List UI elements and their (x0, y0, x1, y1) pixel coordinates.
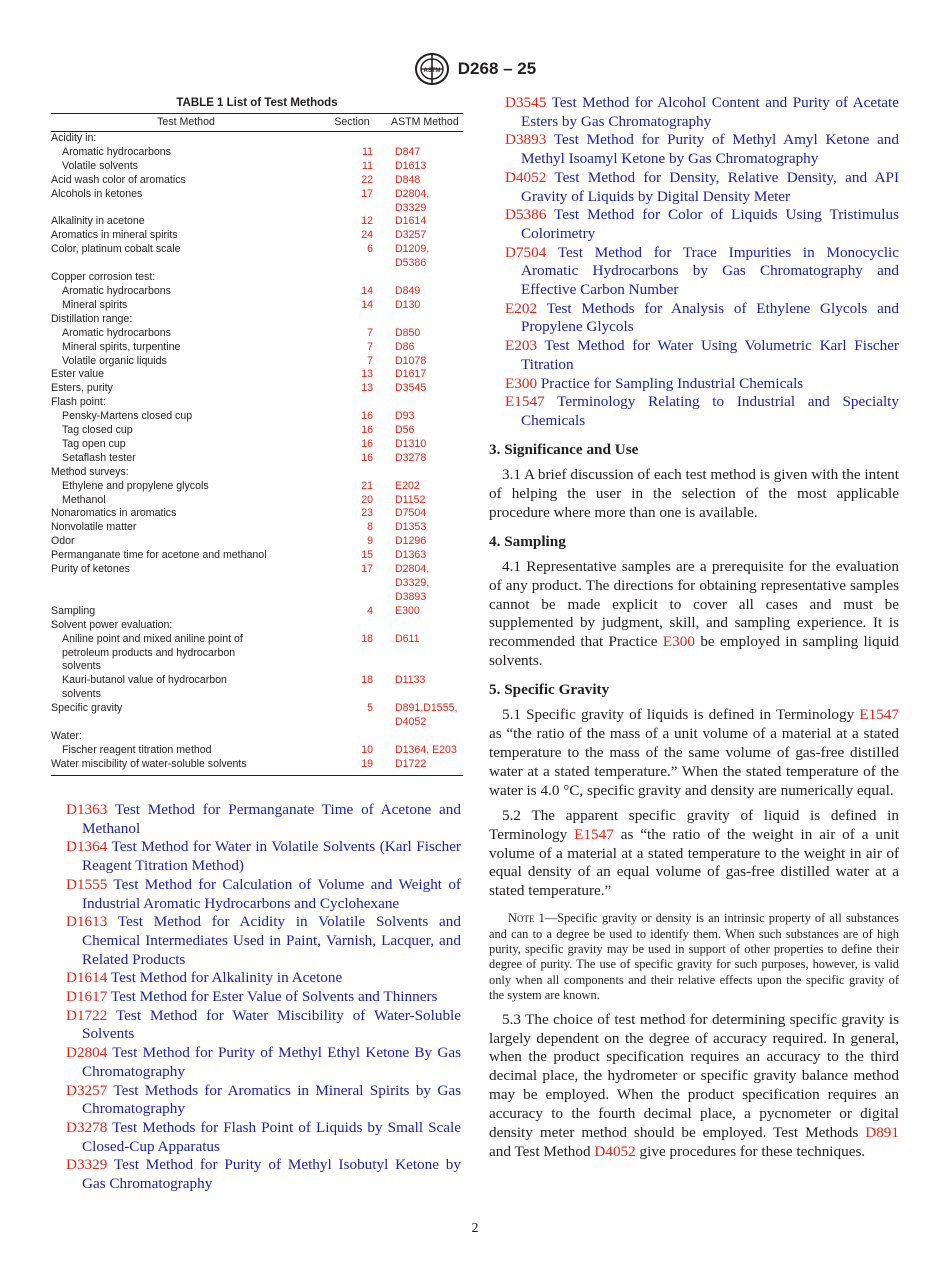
cell-test-method: Odor (51, 535, 75, 548)
reference-code[interactable]: D1555 (66, 875, 108, 893)
section-3-title: 3. Significance and Use (489, 441, 639, 458)
table-row (51, 674, 463, 702)
cell-test-method: Ester value (51, 368, 104, 381)
table-row (51, 744, 463, 758)
cell-astm-method[interactable]: D1364, E203 (395, 743, 457, 756)
table-row (51, 507, 463, 521)
table-row (51, 549, 463, 563)
ref-link-d891[interactable]: D891 (865, 1124, 899, 1142)
table-row (51, 341, 463, 355)
cell-section: 17 (361, 563, 373, 576)
ref-link-e1547[interactable]: E1547 (859, 706, 899, 724)
cell-astm-method[interactable]: D1614 (395, 215, 427, 228)
table-row (51, 132, 463, 146)
reference-title[interactable]: Test Method for Calculation of Volume and Weight of Industrial Aromatic Hydrocarbons and Cyclohexane (82, 875, 461, 912)
cell-astm-method[interactable]: D611 (395, 632, 420, 645)
table-row (51, 758, 463, 772)
cell-astm-method (377, 730, 463, 744)
note-label: Note 1 (508, 911, 545, 926)
reference-item[interactable] (66, 1082, 461, 1119)
cell-astm-method (377, 132, 463, 146)
cell-test-method: Water miscibility of water-soluble solvents (51, 757, 247, 770)
reference-item[interactable] (505, 393, 899, 430)
ref-link-e300[interactable]: E300 (662, 633, 695, 651)
reference-item[interactable] (505, 375, 899, 394)
col-header-section: Section (334, 116, 370, 128)
table-row (51, 188, 463, 216)
cell-section: 8 (367, 521, 373, 534)
table-row (51, 160, 463, 174)
reference-item[interactable] (66, 876, 461, 913)
cell-test-method: Flash point: (51, 396, 106, 409)
table-row (51, 355, 463, 369)
cell-section: 9 (367, 535, 373, 548)
reference-title[interactable]: Practice for Sampling Industrial Chemicals (540, 374, 804, 392)
cell-section: 7 (367, 340, 373, 353)
table-row (51, 702, 463, 730)
cell-test-method: Kauri-butanol value of hydrocarbon solvents (62, 674, 227, 701)
cell-test-method: Esters, purity (51, 382, 113, 395)
reference-code[interactable]: D1722 (66, 1006, 108, 1024)
reference-code[interactable]: D3893 (505, 131, 547, 149)
reference-title[interactable]: Test Methods for Flash Point of Liquids by Small Scale Closed-Cup Apparatus (82, 1118, 462, 1155)
cell-test-method: Pensky-Martens closed cup (62, 410, 193, 423)
cell-astm-method[interactable]: E202 (395, 479, 420, 492)
cell-section: 7 (367, 354, 373, 367)
reference-title[interactable]: Test Method for Water Miscibility of Water-Soluble Solvents (82, 1006, 462, 1043)
cell-astm-method[interactable]: D1617 (395, 368, 427, 381)
cell-section: 14 (361, 298, 373, 311)
cell-test-method: Water: (51, 729, 82, 742)
cell-section (321, 313, 377, 327)
reference-code[interactable]: D3329 (66, 1156, 108, 1174)
table-row (51, 633, 463, 675)
cell-section (321, 271, 377, 285)
document-designation: D268 – 25 (457, 59, 537, 78)
cell-test-method: Alkalinity in acetone (51, 215, 145, 228)
cell-section: 13 (361, 382, 373, 395)
reference-code[interactable]: D5386 (505, 206, 547, 224)
cell-section (321, 619, 377, 633)
reference-title[interactable]: Test Method for Purity of Methyl Isobutyl Ketone by Gas Chromatography (82, 1156, 461, 1193)
reference-item[interactable] (66, 1156, 461, 1193)
reference-title[interactable]: Test Methods for Analysis of Ethylene Glycols and Propylene Glycols (521, 299, 899, 336)
cell-test-method: Sampling (51, 604, 96, 617)
cell-section: 7 (367, 326, 373, 339)
reference-title[interactable]: Test Method for Purity of Methyl Ethyl Ketone By Gas Chromatography (82, 1044, 461, 1080)
table-row (51, 174, 463, 188)
cell-test-method: Ethylene and propylene glycols (62, 479, 209, 492)
cell-section: 14 (361, 284, 373, 297)
table-row (51, 563, 463, 605)
cell-section: 23 (361, 507, 373, 520)
cell-astm-method[interactable]: E300 (395, 604, 420, 617)
table-row (51, 438, 463, 452)
reference-item[interactable] (505, 206, 899, 243)
table-row (51, 327, 463, 341)
cell-astm-method[interactable]: D1296 (395, 535, 427, 548)
cell-test-method: Tag closed cup (62, 424, 133, 437)
reference-title[interactable]: Test Method for Water in Volatile Solvents (Karl Fischer Reagent Titration Method) (82, 838, 461, 875)
cell-section: 11 (362, 159, 373, 172)
cell-section: 6 (367, 243, 373, 256)
cell-astm-method[interactable]: D848 (395, 173, 421, 186)
cell-test-method: Color, platinum cobalt scale (51, 243, 181, 256)
cell-astm-method[interactable]: D1152 (395, 493, 426, 506)
cell-test-method: Methanol (62, 493, 106, 506)
table-row (51, 494, 463, 508)
cell-section: 19 (361, 757, 373, 770)
table-row (51, 215, 463, 229)
cell-section: 16 (361, 410, 373, 423)
cell-astm-method[interactable]: D3257 (395, 229, 427, 242)
cell-test-method: Aniline point and mixed aniline point of petroleum products and hydrocarbon solvents (62, 632, 243, 673)
cell-test-method: Volatile organic liquids (62, 354, 167, 367)
cell-test-method: Alcohols in ketones (51, 187, 143, 200)
table-row (51, 619, 463, 633)
reference-item[interactable] (66, 1119, 461, 1156)
table-row (51, 243, 463, 271)
cell-astm-method[interactable]: D1613 (395, 159, 427, 172)
reference-item[interactable] (66, 1044, 461, 1081)
para-5-3: 5.3 The choice of test method for determining specific gravity is largely dependent on the degree of accuracy required. In general, when the product specification requires an accuracy to the third decimal place, the hydrometer or specific gravity balance method may be employed. When the product specification requires an accuracy to the fourth decimal place, a pycnometer or digital density meter method should be employed. Test Methods D891 and Test Method D4052 give procedures for these techniques. (489, 1010, 899, 1160)
reference-title[interactable]: Terminology Relating to Industrial and Specialty Chemicals (521, 393, 899, 429)
cell-test-method: Volatile solvents (62, 159, 138, 172)
note-1: Note 1—Specific gravity or density is an intrinsic property of all substances and can to a degree be used to identify them. When such substances are of high purity, specific gravity may be used in support of other properties to define their degree of purity. The use of specific gravity for such purposes, however, is valid only when all components and their relative effects upon the specific gravity of the system are known. (489, 911, 899, 1003)
reference-title[interactable]: Test Method for Purity of Methyl Amyl Ketone and Methyl Isoamyl Ketone by Gas Chromatography (521, 131, 899, 168)
cell-astm-method (377, 271, 463, 285)
cell-astm-method[interactable]: D850 (395, 326, 421, 339)
reference-code[interactable]: E300 (505, 374, 538, 392)
cell-test-method: Mineral spirits (62, 298, 128, 311)
cell-section: 15 (361, 549, 373, 562)
table-row (51, 299, 463, 313)
reference-code[interactable]: D3278 (66, 1118, 108, 1136)
reference-item[interactable] (66, 913, 461, 969)
reference-code[interactable]: D1617 (66, 988, 108, 1006)
cell-astm-method[interactable]: D56 (395, 424, 415, 437)
reference-item[interactable] (66, 838, 461, 875)
cell-astm-method (377, 396, 463, 410)
page-header (0, 52, 950, 86)
astm-logo-icon (414, 52, 450, 86)
cell-test-method: Permanganate time for acetone and methanol (51, 549, 267, 562)
cell-astm-method[interactable]: D1363 (395, 549, 427, 562)
cell-test-method: Nonaromatics in aromatics (51, 507, 177, 520)
reference-item[interactable] (505, 300, 899, 337)
table-row (51, 521, 463, 535)
reference-code[interactable]: E203 (505, 337, 538, 355)
cell-test-method: Specific gravity (51, 702, 123, 715)
table-row (51, 730, 463, 744)
cell-test-method: Setaflash tester (62, 451, 136, 464)
reference-item[interactable] (66, 969, 461, 988)
reference-title[interactable]: Test Method for Density, Relative Density, and API Gravity of Liquids by Digital Density Meter (521, 168, 899, 205)
table-row (51, 466, 463, 480)
cell-test-method: Aromatic hydrocarbons (62, 145, 171, 158)
reference-code[interactable]: D4052 (505, 168, 547, 186)
cell-test-method: Nonvolatile matter (51, 521, 137, 534)
reference-item[interactable] (505, 337, 899, 374)
cell-section: 5 (367, 702, 373, 715)
reference-item[interactable] (505, 131, 899, 168)
reference-code[interactable]: D2804 (66, 1044, 108, 1062)
para-5-2: 5.2 The apparent specific gravity of liquid is defined in Terminology E1547 as “the ratio of the weight in air of a unit volume of a material at a stated temperature to the weight in air of equal density of an equal volume of gas-free distilled water at a stated temperature.” (489, 806, 900, 900)
reference-code[interactable]: D1614 (66, 969, 108, 987)
cell-section: 12 (361, 215, 373, 228)
cell-test-method: Aromatic hydrocarbons (62, 284, 171, 297)
cell-astm-method (377, 466, 463, 480)
reference-item[interactable] (505, 94, 899, 131)
table-row (51, 368, 463, 382)
para-5-1: 5.1 Specific gravity of liquids is defined in Terminology E1547 as “the ratio of the mass of a unit volume of a material at a stated temperature to the mass of the same volume of gas-free distilled water at a stated temperature.” When the stated temperature of the water is 4.0 °C, specific gravity and density are numerically equal. (489, 706, 899, 799)
table-row (51, 229, 463, 243)
cell-section: 16 (361, 451, 373, 464)
cell-test-method: Aromatics in mineral spirits (51, 229, 178, 242)
cell-test-method: Purity of ketones (51, 563, 130, 576)
table-row (51, 271, 463, 285)
table-row (51, 313, 463, 327)
cell-section (321, 730, 377, 744)
cell-section (321, 132, 377, 146)
reference-code[interactable]: D1363 (66, 801, 108, 818)
cell-astm-method[interactable]: D93 (395, 410, 415, 423)
reference-item[interactable] (505, 244, 899, 300)
cell-astm-method[interactable]: D3278 (395, 451, 427, 464)
cell-astm-method[interactable]: D891,D1555, D4052 (395, 702, 458, 729)
cell-section: 22 (361, 173, 373, 186)
cell-astm-method[interactable]: D7504 (395, 507, 427, 520)
reference-title[interactable]: Test Method for Color of Liquids Using Tristimulus Colorimetry (521, 206, 899, 242)
reference-item[interactable] (66, 801, 461, 838)
body-text-right (489, 440, 899, 1162)
cell-test-method: Aromatic hydrocarbons (62, 326, 171, 339)
table-row (51, 535, 463, 549)
cell-astm-method[interactable]: D1209, D5386 (395, 243, 430, 270)
ref-link-e1547[interactable]: E1547 (574, 825, 614, 843)
reference-code[interactable]: D7504 (505, 243, 547, 261)
reference-code[interactable]: E1547 (505, 393, 545, 411)
table-row (51, 480, 463, 494)
table-bottom-rule (51, 775, 463, 776)
reference-title[interactable]: Test Method for Acidity in Volatile Solvents and Chemical Intermediates Used in Paint, Varnish, Lacquer, and Related Products (82, 913, 461, 968)
table-row (51, 452, 463, 466)
table-body (51, 132, 463, 772)
table-row (51, 285, 463, 299)
cell-astm-method (377, 619, 463, 633)
cell-section: 16 (361, 437, 373, 450)
cell-test-method: Tag open cup (62, 437, 126, 450)
cell-test-method: Acidity in: (51, 132, 97, 144)
cell-test-method: Mineral spirits, turpentine (62, 340, 181, 353)
table-row (51, 382, 463, 396)
cell-section: 4 (367, 604, 373, 617)
reference-title[interactable]: Test Method for Permanganate Time of Acetone and Methanol (82, 801, 461, 837)
table-row (51, 146, 463, 160)
reference-item[interactable] (505, 169, 899, 206)
section-4-title: 4. Sampling (489, 532, 566, 550)
cell-astm-method[interactable]: D1310 (395, 437, 427, 450)
referenced-documents-right (505, 94, 899, 431)
col-header-astm-method: ASTM Method (391, 116, 459, 128)
reference-title[interactable]: Test Method for Alcohol Content and Purity of Acetate Esters by Gas Chromatography (521, 94, 900, 130)
cell-section: 21 (361, 479, 373, 492)
cell-section (321, 396, 377, 410)
svg-text:ASTM: ASTM (423, 68, 441, 74)
cell-test-method: Distillation range: (51, 312, 133, 325)
cell-test-method: Fischer reagent titration method (62, 743, 212, 756)
para-4-1: 4.1 Representative samples are a prerequisite for the evaluation of any product. The directions for obtaining representative samples cannot be made explicit to cover all cases and must be supplemented by judgment, skill, and sampling experience. It is recommended that Practice E300 be employed in sampling liquid solvents. (489, 557, 899, 670)
ref-link-d4052[interactable]: D4052 (594, 1143, 636, 1160)
test-methods-table (51, 95, 463, 776)
cell-astm-method[interactable]: D847 (395, 145, 421, 158)
reference-title[interactable]: Test Methods for Aromatics in Mineral Spirits by Gas Chromatography (82, 1081, 461, 1118)
cell-section: 16 (361, 424, 373, 437)
reference-code[interactable]: D3257 (66, 1081, 108, 1099)
table-row (51, 396, 463, 410)
page-number: 2 (471, 1221, 479, 1236)
table-row (51, 605, 463, 619)
cell-astm-method[interactable]: D2804, D3329 (395, 187, 430, 214)
cell-test-method: Solvent power evaluation: (51, 618, 173, 631)
cell-section: 18 (361, 674, 373, 687)
reference-title[interactable]: Test Method for Ester Value of Solvents and Thinners (110, 988, 438, 1006)
cell-test-method: Method surveys: (51, 465, 129, 478)
reference-title[interactable]: Test Method for Trace Impurities in Monocyclic Aromatic Hydrocarbons by Gas Chromatography and Effective Carbon Number (521, 243, 899, 299)
cell-astm-method[interactable]: D2804, D3329, D3893 (395, 563, 430, 603)
cell-astm-method (377, 313, 463, 327)
reference-code[interactable]: D1613 (66, 913, 108, 931)
cell-section: 18 (361, 632, 373, 645)
table-header-row (51, 114, 463, 132)
reference-code[interactable]: D1364 (66, 838, 108, 856)
para-3-1: 3.1 A brief discussion of each test method is given with the intent of helping the user in the selection of the most applicable procedure where more than one is available. (489, 466, 899, 521)
cell-section: 20 (361, 493, 373, 506)
cell-astm-method[interactable]: D1722 (395, 757, 427, 770)
reference-code[interactable]: E202 (505, 299, 538, 317)
cell-astm-method[interactable]: D1353 (395, 521, 427, 534)
reference-title[interactable]: Test Method for Water Using Volumetric Karl Fischer Titration (521, 337, 899, 373)
col-header-test-method: Test Method (157, 116, 215, 128)
cell-astm-method[interactable]: D849 (395, 284, 421, 297)
referenced-documents-left (66, 801, 461, 1194)
cell-test-method: Copper corrosion test: (51, 271, 156, 284)
cell-section: 11 (362, 145, 373, 158)
reference-code[interactable]: D3545 (505, 94, 547, 111)
cell-section: 13 (361, 368, 373, 381)
reference-item[interactable] (66, 1007, 461, 1044)
reference-item[interactable] (66, 988, 461, 1007)
cell-astm-method[interactable]: D3545 (395, 382, 427, 395)
reference-title[interactable]: Test Method for Alkalinity in Acetone (110, 969, 343, 987)
cell-astm-method[interactable]: D130 (395, 298, 421, 311)
cell-section: 24 (361, 229, 373, 242)
cell-section: 10 (361, 743, 373, 756)
cell-test-method: Acid wash color of aromatics (51, 173, 186, 186)
cell-section (321, 466, 377, 480)
table-row (51, 424, 463, 438)
table-caption: TABLE 1 List of Test Methods (176, 97, 338, 109)
section-5-title: 5. Specific Gravity (489, 681, 610, 699)
cell-astm-method[interactable]: D1133 (395, 674, 426, 687)
cell-section: 17 (361, 187, 373, 200)
cell-astm-method[interactable]: D1078 (395, 354, 427, 367)
cell-astm-method[interactable]: D86 (395, 340, 415, 353)
table-row (51, 410, 463, 424)
